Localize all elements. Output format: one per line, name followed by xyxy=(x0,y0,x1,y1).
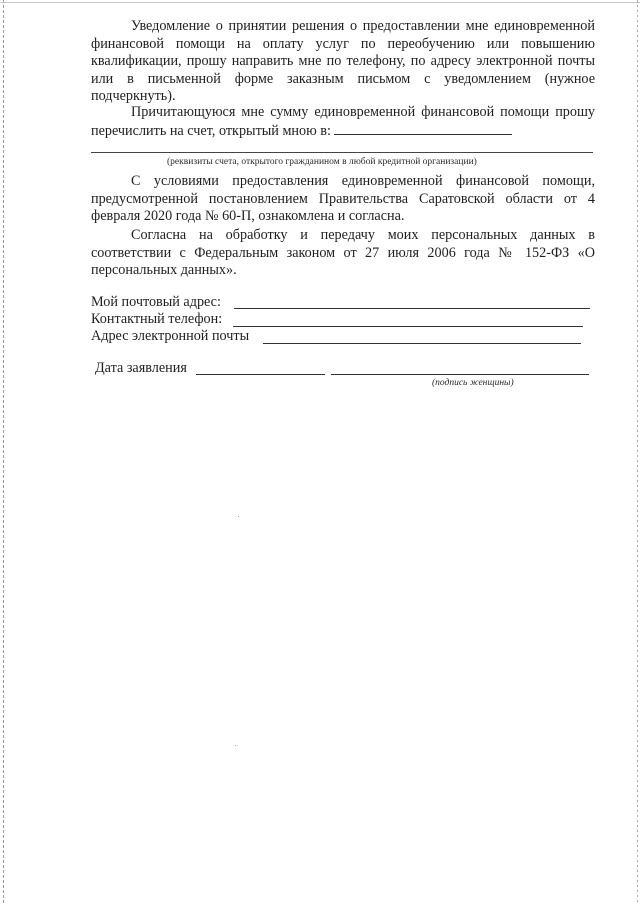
scan-speck xyxy=(238,516,239,517)
postal-address-label: Мой почтовый адрес: xyxy=(91,294,221,310)
email-label: Адрес электронной почты xyxy=(91,328,250,344)
conditions-text: С условиями предоставления единовременной финансовой помощи, предусмотренной постановлением Правительства Саратовской области от 4 февраля 2020 года № 60-П, ознакомлена и согласна. xyxy=(91,173,595,225)
signature-line[interactable] xyxy=(331,374,589,375)
consent-paragraph xyxy=(91,227,595,280)
notification-text: Уведомление о принятии решения о предоставлении мне единовременной финансовой помощи на оплату услуг по переобучению или повышению квалификации, прошу направить мне по телефону, по адресу электронной почты или в письменной форме заказным письмом с уведомлением (нужное подчеркнуть). xyxy=(91,18,595,105)
notification-paragraph xyxy=(91,18,595,106)
date-label: Дата заявления xyxy=(95,360,187,376)
transfer-text: Причитающуюся мне сумму единовременной финансовой помощи прошу перечислить на счет, открытый мною в: xyxy=(91,104,595,139)
email-line[interactable] xyxy=(263,343,581,344)
account-details-line[interactable] xyxy=(91,152,593,153)
date-line[interactable] xyxy=(196,374,325,375)
bank-name-line[interactable] xyxy=(334,122,512,135)
signature-caption: (подпись женщины) xyxy=(432,378,514,388)
consent-text: Согласна на обработку и передачу моих персональных данных в соответствии с Федеральным законом от 27 июля 2006 года № 152-ФЗ «О персональных данных». xyxy=(91,227,595,279)
scan-speck xyxy=(235,745,236,746)
transfer-paragraph xyxy=(91,104,595,140)
account-details-caption: (реквизиты счета, открытого гражданином в любой кредитной организации) xyxy=(167,157,477,167)
postal-address-line[interactable] xyxy=(234,308,590,309)
phone-label: Контактный телефон: xyxy=(91,311,223,327)
conditions-paragraph xyxy=(91,173,595,226)
scan-edge-left xyxy=(3,0,4,905)
scan-edge-top xyxy=(0,2,640,3)
scan-edge-right xyxy=(637,0,638,905)
phone-line[interactable] xyxy=(233,326,583,327)
